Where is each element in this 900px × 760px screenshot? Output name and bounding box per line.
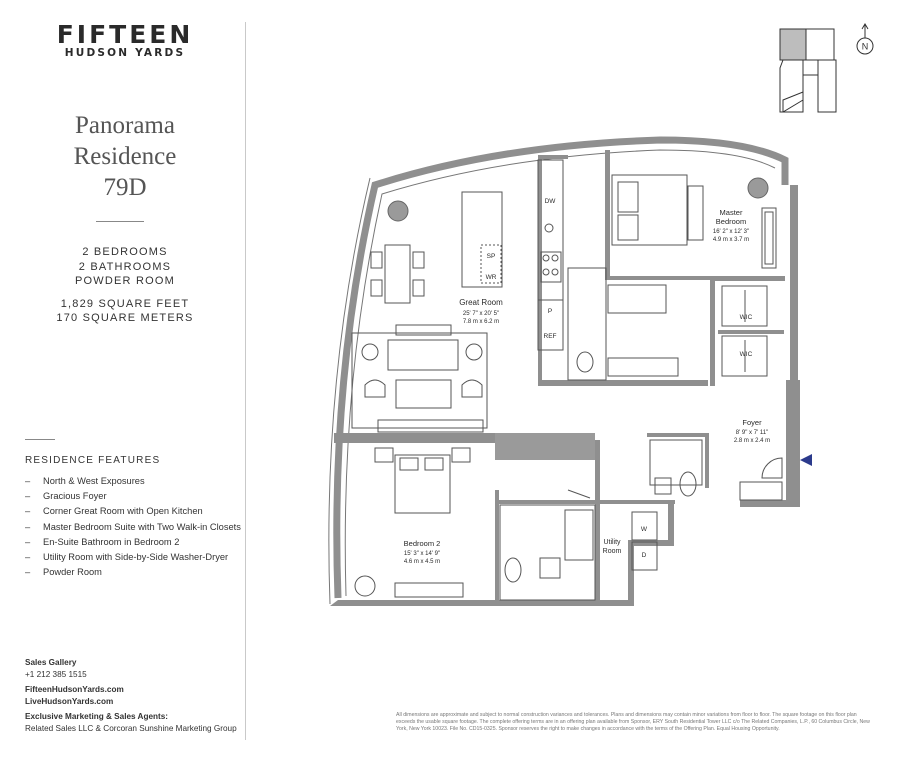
bedroom-2-dims: 15' 3" x 14' 9" [403, 551, 441, 557]
walk-in-closet-label-1: WIC [739, 314, 753, 321]
agents-names: Related Sales LLC & Corcoran Sunshine Marketing Group [25, 723, 237, 733]
feature-item: – Gracious Foyer [25, 491, 107, 502]
washer-label: W [640, 526, 648, 533]
legal-disclaimer: All dimensions are approximate and subject to normal construction variances and tolerances. Plans and dimensions may contain minor variations from floor to floor. The square footage on this floor plan exceeds the usable square footage. The complete offering terms are in an offering plan available from Sponsor, ERY South Residential Tower LLC c/o The Related Companies, L.P., 60 Columbus Circle, New York, New York 10023. File No. CD15-0325. Sponsor reserves the right to make changes in accordance with the terms of the Offering Plan. Equal Housing Opportunity. [396, 712, 870, 733]
walk-in-closet-label-2: WIC [739, 351, 753, 358]
great-room-dims: 25' 7" x 20' 5" [462, 311, 500, 317]
master-bedroom-metric: 4.9 m x 3.7 m [712, 237, 750, 243]
feature-item: – Master Bedroom Suite with Two Walk-in Closets [25, 521, 241, 532]
website-link-2[interactable]: LiveHudsonYards.com [25, 696, 114, 706]
refrigerator-label: REF [543, 333, 557, 340]
feature-item: – Corner Great Room with Open Kitchen [25, 506, 203, 517]
sales-phone: +1 212 385 1515 [25, 669, 87, 679]
feature-item: – Utility Room with Side-by-Side Washer-Dryer [25, 551, 229, 562]
summary-sqft: 1,829 SQUARE FEET [60, 297, 190, 310]
foyer-area [650, 440, 782, 500]
structural-columns [388, 178, 768, 221]
sales-gallery-label: Sales Gallery [25, 658, 77, 667]
bedroom-2-label: Bedroom 2 [403, 539, 441, 548]
key-plan [780, 29, 836, 112]
feature-item: – Powder Room [25, 567, 102, 578]
entry-arrow-icon [800, 454, 812, 466]
great-room-metric: 7.8 m x 6.2 m [462, 319, 500, 325]
utility-room-label-2: Room [602, 548, 622, 555]
summary-powder: POWDER ROOM [75, 275, 175, 287]
sp-label: SP [486, 253, 496, 260]
summary-bathrooms: 2 BATHROOMS [78, 260, 172, 273]
master-bedroom-dims: 16' 2" x 12' 3" [712, 229, 750, 235]
pantry-label: P [547, 308, 553, 315]
residence-unit: 79D [103, 174, 147, 201]
foyer-dims: 8' 9" x 7' 11" [735, 430, 769, 436]
features-title: RESIDENCE FEATURES [25, 455, 161, 466]
feature-item: – North & West Exposures [25, 476, 145, 486]
website-link-1[interactable]: FifteenHudsonYards.com [25, 685, 124, 694]
foyer-metric: 2.8 m x 2.4 m [733, 438, 771, 444]
agents-label: Exclusive Marketing & Sales Agents: [25, 712, 169, 721]
master-bedroom-label-1: Master [719, 208, 743, 217]
master-bedroom-label-2: Bedroom [715, 217, 747, 226]
dryer-label: D [641, 552, 647, 559]
feature-item: – En-Suite Bathroom in Bedroom 2 [25, 536, 180, 547]
brand-title: FIFTEEN [56, 20, 194, 49]
compass-label: N [861, 41, 869, 52]
dishwasher-label: DW [544, 198, 556, 205]
wr-label: WR [485, 274, 497, 281]
residence-name-line1: Panorama [75, 112, 175, 139]
great-room-label: Great Room [459, 298, 503, 307]
summary-bedrooms: 2 BEDROOMS [82, 246, 168, 258]
summary-sqm: 170 SQUARE METERS [56, 312, 194, 324]
foyer-label: Foyer [742, 418, 762, 427]
utility-room-label-1: Utility [603, 539, 621, 546]
bedroom-2-metric: 4.6 m x 4.5 m [403, 559, 441, 565]
brand-subtitle: HUDSON YARDS [64, 47, 186, 59]
north-compass [857, 24, 873, 54]
room-labels [404, 208, 771, 565]
bedroom-2-furniture [355, 448, 595, 600]
residence-name-line2: Residence [73, 143, 177, 170]
